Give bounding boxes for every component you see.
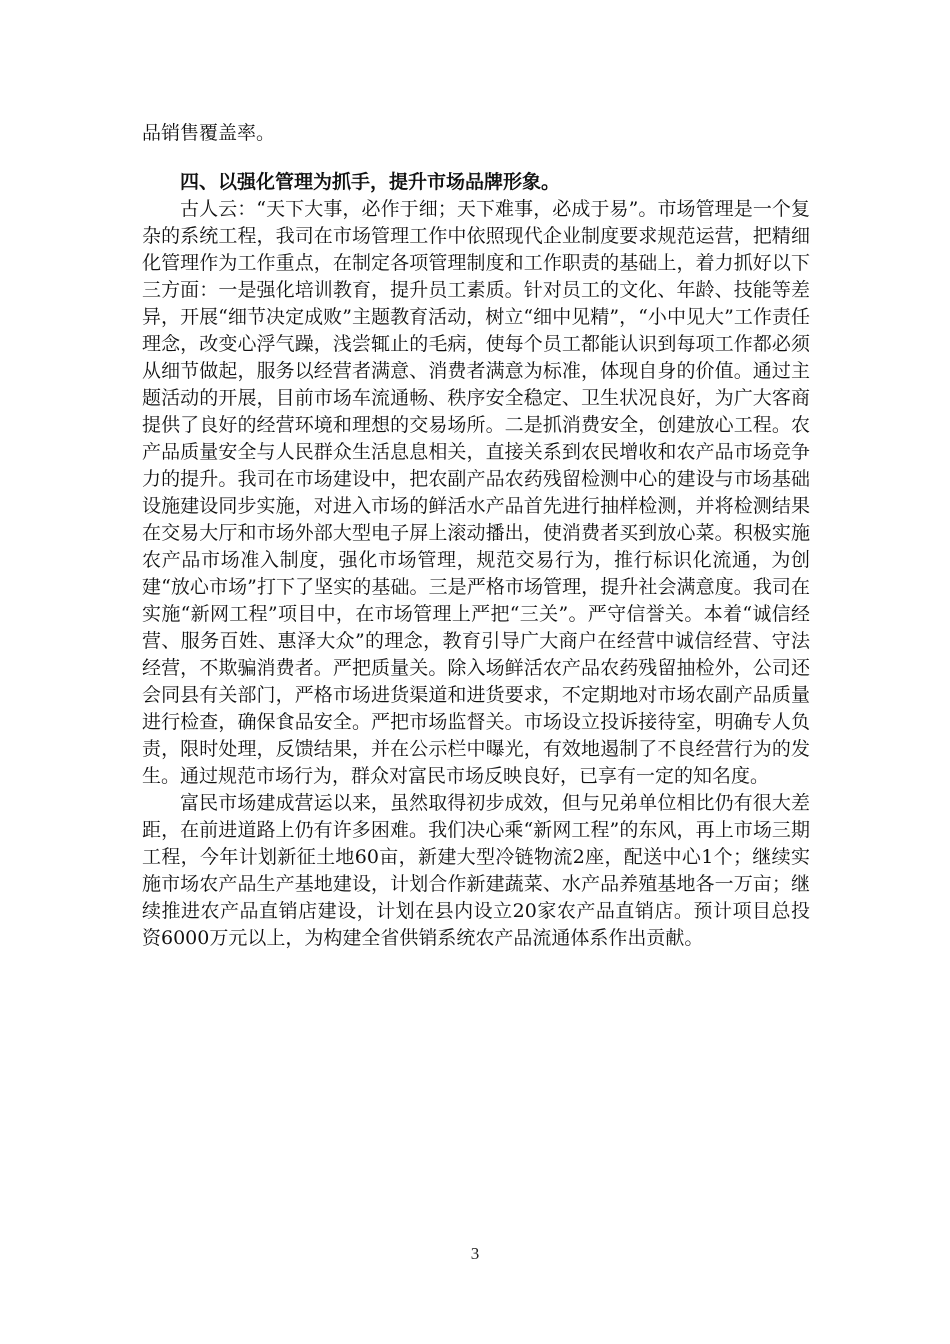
paragraph-market-management: 古人云：“天下大事，必作于细；天下难事，必成于易”。市场管理是一个复杂的系统工程，我司在市场管理工作中依照现代企业制度要求规范运营，把精细化管理作为工作重点，在制定各项管理制度和工作职责的基础上，着力抓好以下三方面：一是强化培训教育，提升员工素质。针对员工的文化、年龄、技能等差异，开展“细节决定成败”主题教育活动，树立“细中见精”，“小中见大”工作责任理念，改变心浮气躁，浅尝辄止的毛病，使每个员工都能认识到每项工作都必须从细节做起，服务以经营者满意、消费者满意为标准，体现自身的价值。通过主题活动的开展，目前市场车流通畅、秩序安全稳定、卫生状况良好，为广大客商提供了良好的经营环境和理想的交易场所。二是抓消费安全，创建放心工程。农产品质量安全与人民群众生活息息相关，直接关系到农民增收和农产品市场竞争力的提升。我司在市场建设中，把农副产品农药残留检测中心的建设与市场基础设施建设同步实施，对进入市场的鲜活水产品首先进行抽样检测，并将检测结果在交易大厅和市场外部大型电子屏上滚动播出，使消费者买到放心菜。积极实施农产品市场准入制度，强化市场管理，规范交易行为，推行标识化流通，为创建“放心市场”打下了坚实的基础。三是严格市场管理，提升社会满意度。我司在实施“新网工程”项目中，在市场管理上严把“三关”。严守信誉关。本着“诚信经营、服务百姓、惠泽大众”的理念，教育引导广大商户在经营中诚信经营、守法经营，不欺骗消费者。严把质量关。除入场鲜活农产品农药残留抽检外，公司还会同县有关部门，严格市场进货渠道和进货要求，不定期地对市场农副产品质量进行检查，确保食品安全。严把市场监督关。市场设立投诉接待室，明确专人负责，限时处理，反馈结果，并在公示栏中曝光，有效地遏制了不良经营行为的发生。通过规范市场行为，群众对富民市场反映良好，已享有一定的知名度。 — [142, 198, 810, 787]
lead-fragment: 品销售覆盖率。 — [142, 122, 276, 144]
page-number: 3 — [470, 1244, 480, 1263]
document-body — [142, 120, 810, 952]
section-heading: 四、以强化管理为抓手，提升市场品牌形象。 — [180, 171, 561, 193]
paragraph-future-plans: 富民市场建成营运以来，虽然取得初步成效，但与兄弟单位相比仍有很大差距，在前进道路上仍有许多困难。我们决心乘“新网工程”的东风，再上市场三期工程，今年计划新征土地60亩，新建大型冷链物流2座，配送中心1个；继续实施市场农产品生产基地建设，计划合作新建蔬菜、水产品养殖基地各一万亩；继续推进农产品直销店建设，计划在县内设立20家农产品直销店。预计项目总投资6000万元以上，为构建全省供销系统农产品流通体系作出贡献。 — [142, 792, 810, 949]
